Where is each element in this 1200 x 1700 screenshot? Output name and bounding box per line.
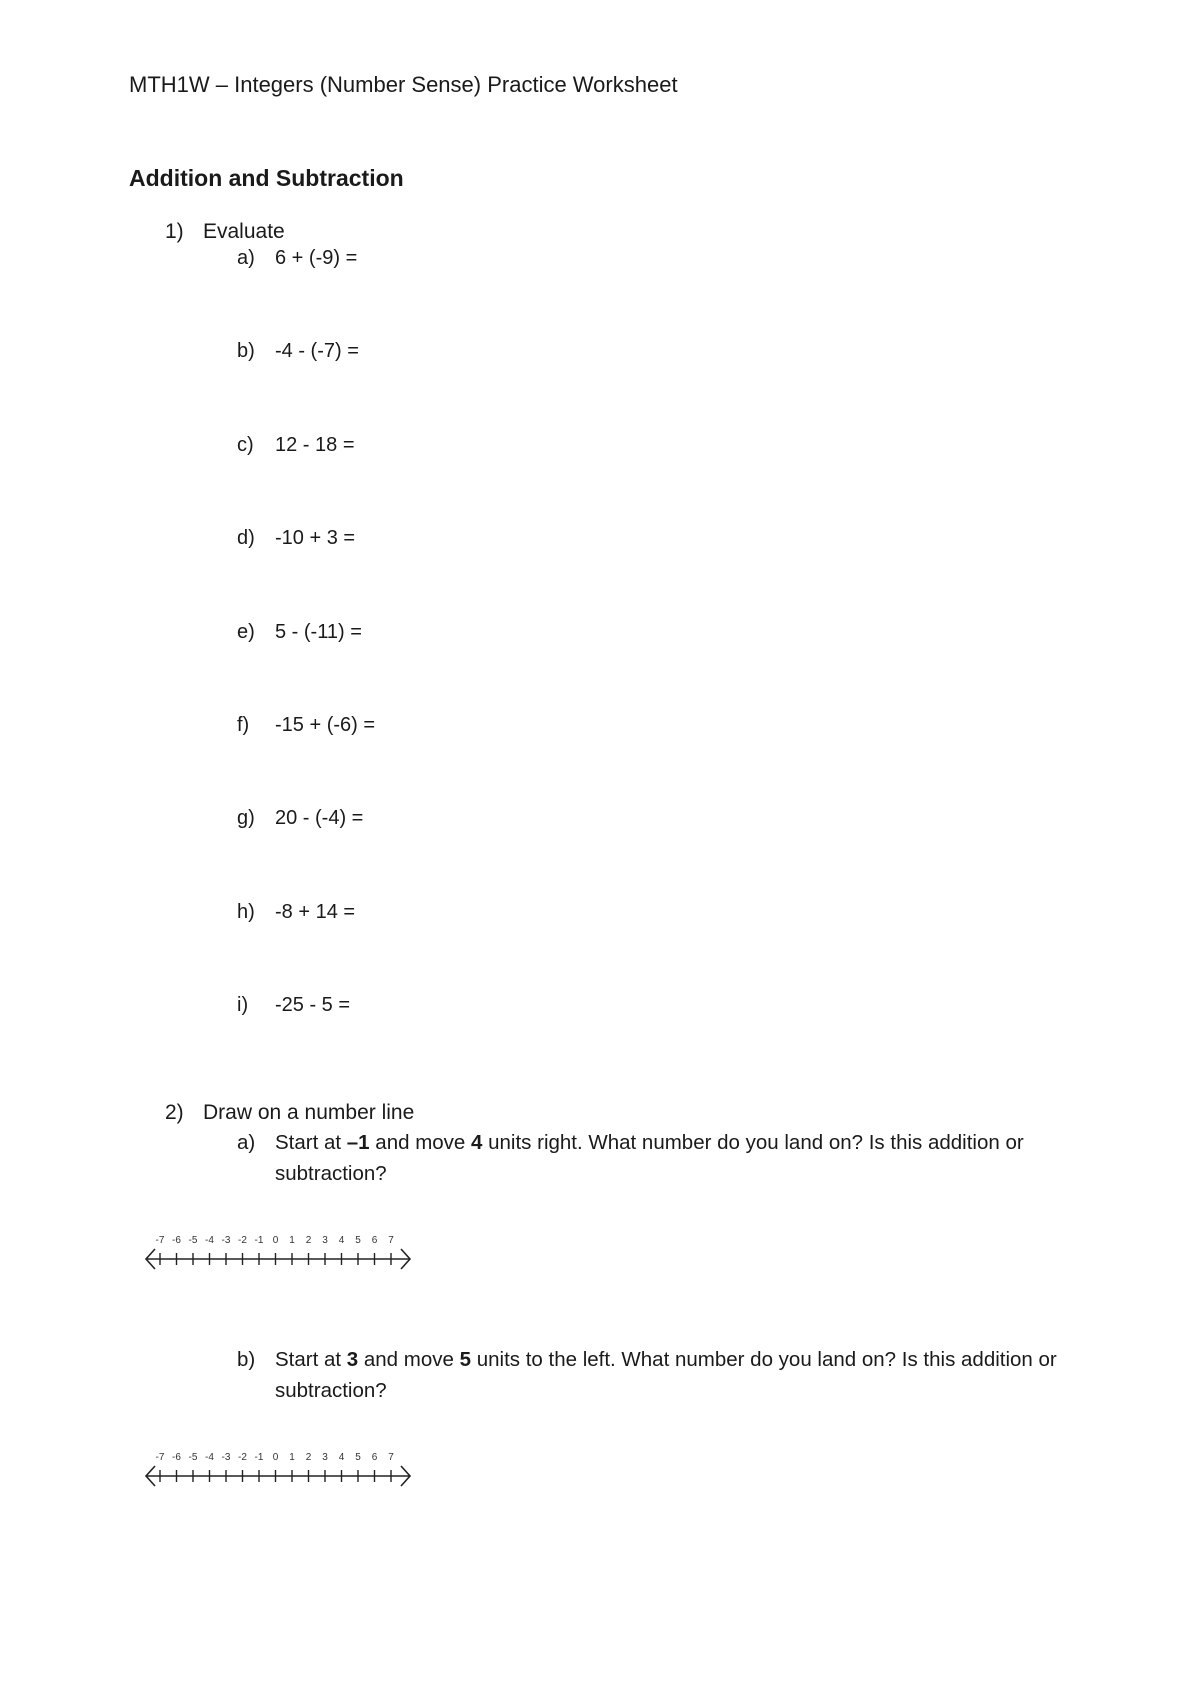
- q1-item-g: [237, 807, 363, 830]
- number-line-label: 5: [355, 1452, 361, 1463]
- text-run: and move: [358, 1348, 460, 1371]
- question-1-number: 1): [165, 220, 184, 243]
- document-title: MTH1W – Integers (Number Sense) Practice Worksheet: [129, 72, 678, 97]
- q1-item-b: [237, 340, 359, 363]
- item-letter: c): [237, 434, 254, 456]
- number-line-label: -1: [254, 1452, 264, 1463]
- number-line-a: [138, 1225, 428, 1280]
- item-letter: a): [237, 1131, 256, 1154]
- q1-item-i: [237, 994, 350, 1017]
- number-line-label: -6: [172, 1452, 181, 1463]
- number-line-label: -1: [254, 1235, 264, 1246]
- item-letter: g): [237, 807, 255, 829]
- number-line-label: -4: [205, 1452, 214, 1463]
- item-expression: 5 - (-11) =: [275, 621, 362, 643]
- number-line-label: -5: [188, 1235, 198, 1246]
- item-letter: b): [237, 340, 255, 362]
- number-line-label: 3: [322, 1452, 328, 1463]
- number-line-label: 0: [272, 1452, 279, 1463]
- item-expression: 20 - (-4) =: [275, 807, 364, 829]
- question-1-label: Evaluate: [203, 220, 285, 243]
- item-expression: -10 + 3 =: [275, 527, 356, 549]
- item-letter: a): [237, 247, 255, 269]
- number-line-label: -2: [238, 1452, 247, 1463]
- units-value: 4: [471, 1131, 483, 1154]
- item-expression: 6 + (-9) =: [275, 247, 358, 269]
- number-line-label: -7: [155, 1452, 165, 1463]
- number-line-label: 4: [338, 1235, 345, 1246]
- number-line-label: -5: [188, 1452, 198, 1463]
- number-line-label: 5: [355, 1235, 361, 1246]
- number-line-label: 2: [305, 1235, 312, 1246]
- item-expression: -8 + 14 =: [275, 901, 356, 923]
- item-expression: -25 - 5 =: [275, 994, 351, 1016]
- q1-item-f: [237, 714, 375, 737]
- number-line-label: -4: [205, 1235, 214, 1246]
- q2-part-b-text: [275, 1344, 1097, 1406]
- number-line-label: 1: [289, 1452, 295, 1463]
- q2-part-a: [237, 1127, 1097, 1189]
- item-letter: h): [237, 901, 255, 923]
- question-2-heading: [165, 1101, 414, 1125]
- q2-part-b: [237, 1344, 1097, 1406]
- start-value: –1: [346, 1131, 370, 1154]
- number-line-b: [138, 1442, 428, 1497]
- section-title: Addition and Subtraction: [129, 165, 404, 191]
- number-line-label: -6: [172, 1235, 181, 1246]
- text-run: units to the left. What number do you land on? Is this addition or subtraction?: [275, 1348, 1057, 1402]
- item-letter: i): [237, 994, 249, 1016]
- item-letter: e): [237, 621, 255, 643]
- number-line-label: 6: [371, 1235, 378, 1246]
- item-expression: 12 - 18 =: [275, 434, 355, 456]
- item-letter: b): [237, 1348, 256, 1371]
- item-letter: f): [237, 714, 250, 736]
- text-run: Start at: [275, 1348, 347, 1371]
- start-value: 3: [346, 1348, 359, 1371]
- number-line-label: 2: [305, 1452, 312, 1463]
- number-line-b-graphic: [138, 1442, 428, 1492]
- number-line-label: -3: [221, 1452, 231, 1463]
- question-1-heading: [165, 220, 285, 244]
- text-run: units right. What number do you land on? Is this addition or subtraction?: [275, 1131, 1024, 1185]
- q1-item-h: [237, 901, 355, 924]
- item-letter: d): [237, 527, 255, 549]
- question-2-label: Draw on a number line: [203, 1101, 415, 1124]
- number-line-label: 0: [272, 1235, 279, 1246]
- q1-item-a: [237, 247, 357, 270]
- number-line-a-graphic: [138, 1225, 428, 1275]
- number-line-label: -7: [155, 1235, 165, 1246]
- number-line-label: 3: [322, 1235, 328, 1246]
- number-line-label: 6: [371, 1452, 378, 1463]
- units-value: 5: [459, 1348, 472, 1371]
- number-line-label: 4: [338, 1452, 345, 1463]
- item-expression: -15 + (-6) =: [275, 714, 376, 736]
- number-line-label: -3: [221, 1235, 231, 1246]
- q1-item-c: [237, 434, 355, 457]
- item-expression: -4 - (-7) =: [275, 340, 359, 362]
- number-line-label: 7: [388, 1235, 394, 1246]
- q1-item-d: [237, 527, 355, 550]
- q1-item-e: [237, 621, 362, 644]
- number-line-label: -2: [238, 1235, 247, 1246]
- q2-part-a-text: [275, 1127, 1097, 1189]
- number-line-label: 7: [388, 1452, 394, 1463]
- number-line-label: 1: [289, 1235, 295, 1246]
- question-2-number: 2): [165, 1101, 184, 1124]
- text-run: and move: [369, 1131, 472, 1154]
- text-run: Start at: [275, 1131, 347, 1154]
